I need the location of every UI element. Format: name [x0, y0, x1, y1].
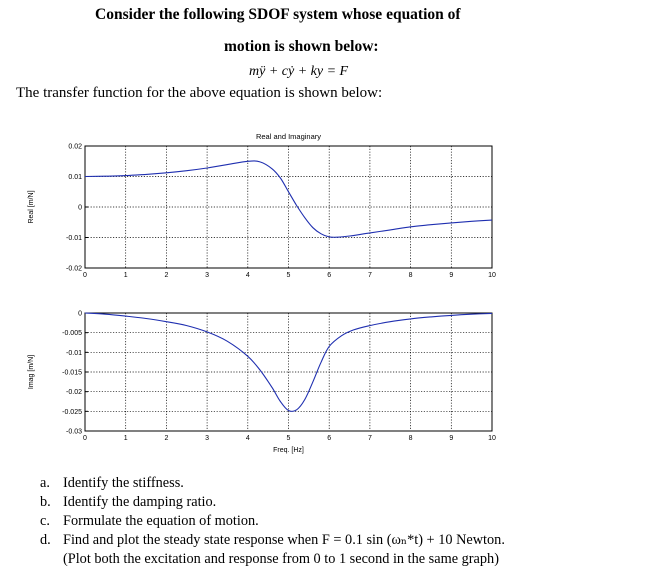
- x-tick-label: 5: [286, 435, 291, 442]
- y-tick-label: -0.03: [66, 428, 82, 436]
- y-tick-label: 0.01: [68, 174, 82, 181]
- question-d: [40, 531, 505, 550]
- x-tick-label: 8: [408, 272, 413, 279]
- x-tick-label: 4: [245, 272, 250, 279]
- problem-heading-line2: motion is shown below:: [224, 38, 379, 55]
- chart-imag: [28, 311, 496, 455]
- x-tick-label: 9: [449, 435, 454, 442]
- chart-real: [28, 132, 496, 279]
- y-tick-label: -0.02: [66, 389, 82, 397]
- question-b: [40, 493, 505, 512]
- question-text: Identify the damping ratio.: [63, 494, 217, 510]
- x-tick-label: 4: [245, 435, 250, 442]
- x-tick-label: 7: [367, 272, 372, 279]
- x-tick-label: 5: [286, 272, 291, 279]
- y-tick-label: -0.02: [66, 265, 82, 273]
- question-text: Identify the stiffness.: [63, 475, 184, 491]
- x-tick-label: 9: [449, 272, 454, 279]
- x-tick-label: 1: [123, 435, 128, 442]
- x-tick-label: 6: [327, 272, 332, 279]
- x-tick-label: 2: [164, 435, 169, 442]
- y-axis-label: Real [m/N]: [28, 190, 35, 224]
- question-a: [40, 474, 505, 493]
- y-tick-label: 0: [78, 204, 82, 212]
- question-letter: b.: [40, 494, 51, 510]
- y-tick-label: -0.015: [62, 369, 82, 377]
- problem-heading-line1: Consider the following SDOF system whose equation of: [95, 6, 461, 23]
- x-tick-label: 0: [83, 435, 87, 442]
- x-tick-label: 2: [164, 272, 169, 279]
- question-d-note: [40, 550, 505, 569]
- question-text: Find and plot the steady state response when F = 0.1 sin (ωₙ*t) + 10 Newton.: [63, 532, 505, 548]
- y-tick-label: 0.02: [68, 143, 82, 151]
- question-letter: c.: [40, 513, 50, 529]
- y-tick-label: -0.01: [66, 349, 82, 357]
- x-tick-label: 3: [205, 435, 210, 442]
- chart-title: Real and Imaginary: [255, 132, 322, 141]
- y-tick-label: -0.01: [66, 235, 82, 242]
- y-tick-label: 0: [78, 310, 82, 318]
- y-axis-label: Imag [m/N]: [28, 354, 35, 390]
- equation-of-motion: mÿ + cẏ + ky = F: [249, 64, 349, 79]
- question-letter: d.: [40, 532, 51, 548]
- x-tick-label: 6: [327, 435, 332, 442]
- x-tick-label: 7: [367, 435, 372, 442]
- y-tick-label: -0.025: [62, 408, 82, 416]
- question-letter: a.: [40, 475, 50, 491]
- x-tick-label: 8: [408, 435, 413, 442]
- x-tick-label: 10: [488, 435, 496, 442]
- x-tick-label: 3: [205, 272, 210, 279]
- question-text: Formulate the equation of motion.: [63, 513, 259, 529]
- x-tick-label: 1: [123, 272, 128, 279]
- x-tick-label: 0: [83, 272, 87, 279]
- question-list: [40, 474, 505, 569]
- question-c: [40, 512, 505, 531]
- x-axis-label: Freq. [Hz]: [273, 447, 304, 454]
- x-tick-label: 10: [488, 272, 496, 279]
- y-tick-label: -0.005: [62, 330, 82, 338]
- transfer-function-intro: The transfer function for the above equation is shown below:: [16, 85, 383, 101]
- question-text: (Plot both the excitation and response from 0 to 1 second in the same graph): [63, 551, 499, 567]
